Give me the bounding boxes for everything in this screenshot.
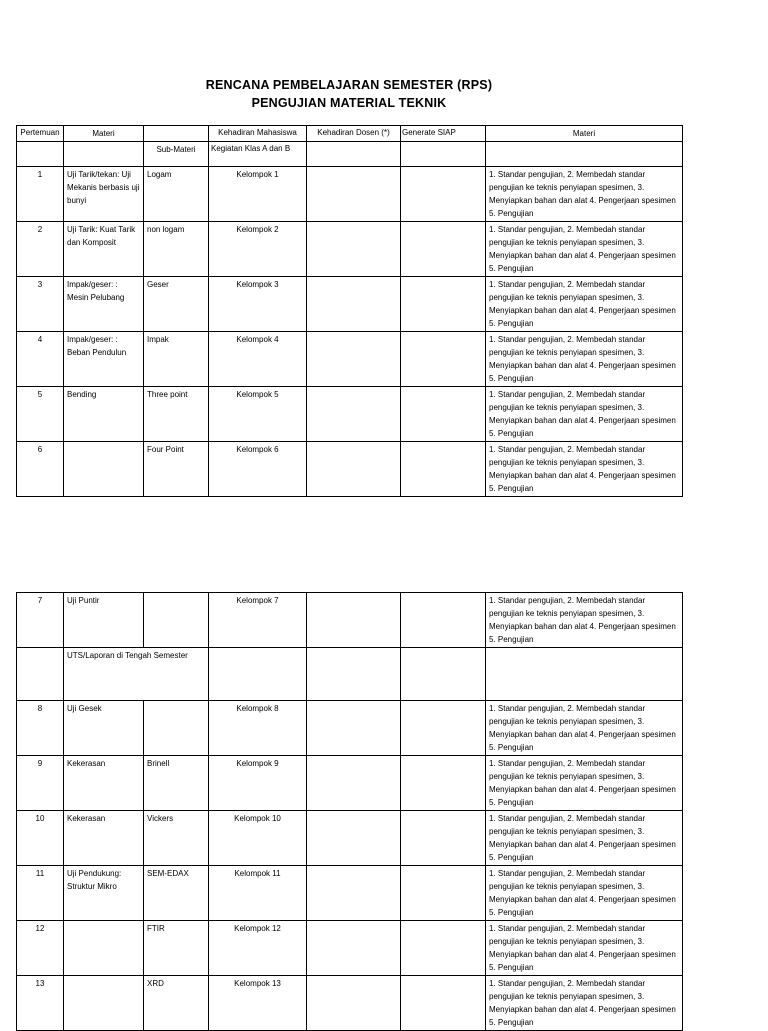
kehadiran-dosen-cell — [307, 593, 401, 648]
kegiatan-cell — [209, 648, 307, 701]
table-row — [17, 866, 683, 921]
pertemuan-cell: 12 — [17, 921, 64, 976]
sub-materi-cell: Four Point — [144, 442, 209, 497]
subheader-blank — [401, 142, 486, 167]
kegiatan-cell: Kelompok 4 — [209, 332, 307, 387]
materi-detail-cell: 1. Standar pengujian, 2. Membedah standar pengujian ke teknis penyiapan spesimen, 3. Menyiapkan bahan dan alat 4. Pengerjaan spesimen 5. Pengujian — [486, 756, 683, 811]
table-row — [17, 593, 683, 648]
kehadiran-dosen-cell — [307, 811, 401, 866]
top-table-body — [17, 167, 683, 497]
materi-cell: Uji Tarik: Kuat Tarik dan Komposit — [64, 222, 144, 277]
kehadiran-dosen-cell — [307, 332, 401, 387]
materi-detail-cell: 1. Standar pengujian, 2. Membedah standar pengujian ke teknis penyiapan spesimen, 3. Menyiapkan bahan dan alat 4. Pengerjaan spesimen 5. Pengujian — [486, 332, 683, 387]
materi-cell — [64, 442, 144, 497]
generate-siap-cell — [401, 921, 486, 976]
document-subtitle: PENGUJIAN MATERIAL TEKNIK — [251, 96, 447, 110]
pertemuan-cell: 6 — [17, 442, 64, 497]
kehadiran-dosen-cell — [307, 866, 401, 921]
kegiatan-cell: Kelompok 10 — [209, 811, 307, 866]
pertemuan-cell: 9 — [17, 756, 64, 811]
rps-table-bottom — [16, 592, 683, 1031]
generate-siap-cell — [401, 593, 486, 648]
generate-siap-cell — [401, 277, 486, 332]
materi-detail-cell: 1. Standar pengujian, 2. Membedah standar pengujian ke teknis penyiapan spesimen, 3. Menyiapkan bahan dan alat 4. Pengerjaan spesimen 5. Pengujian — [486, 167, 683, 222]
pertemuan-cell: 5 — [17, 387, 64, 442]
table-row — [17, 222, 683, 277]
pertemuan-cell: 4 — [17, 332, 64, 387]
pertemuan-cell: 8 — [17, 701, 64, 756]
table-row — [17, 167, 683, 222]
pertemuan-cell: 2 — [17, 222, 64, 277]
pertemuan-cell: 13 — [17, 976, 64, 1031]
materi-cell: Uji Pendukung: Struktur Mikro — [64, 866, 144, 921]
table-row — [17, 387, 683, 442]
kehadiran-dosen-cell — [307, 648, 401, 701]
generate-siap-cell — [401, 442, 486, 497]
subheader-blank — [486, 142, 683, 167]
pertemuan-cell: 1 — [17, 167, 64, 222]
header-kehadiran-dosen: Kehadiran Dosen (*) — [307, 126, 401, 142]
materi-detail-cell: 1. Standar pengujian, 2. Membedah standar pengujian ke teknis penyiapan spesimen, 3. Menyiapkan bahan dan alat 4. Pengerjaan spesimen 5. Pengujian — [486, 442, 683, 497]
materi-cell — [64, 976, 144, 1031]
uts-label: UTS/Laporan di Tengah Semester — [64, 648, 209, 701]
kegiatan-cell: Kelompok 3 — [209, 277, 307, 332]
header-materi: Materi — [64, 126, 144, 142]
generate-siap-cell — [401, 866, 486, 921]
header-generate-siap: Generate SIAP — [401, 126, 486, 142]
sub-materi-cell: Vickers — [144, 811, 209, 866]
sub-materi-cell: Geser — [144, 277, 209, 332]
kehadiran-dosen-cell — [307, 277, 401, 332]
table-row — [17, 756, 683, 811]
kehadiran-dosen-cell — [307, 167, 401, 222]
table-row — [17, 701, 683, 756]
generate-siap-cell — [401, 387, 486, 442]
sub-materi-cell: Brinell — [144, 756, 209, 811]
generate-siap-cell — [401, 756, 486, 811]
materi-cell: Kekerasan — [64, 756, 144, 811]
kegiatan-cell: Kelompok 11 — [209, 866, 307, 921]
sub-materi-cell: Three point — [144, 387, 209, 442]
kehadiran-dosen-cell — [307, 442, 401, 497]
header-pertemuan: Pertemuan — [17, 126, 64, 142]
kehadiran-dosen-cell — [307, 976, 401, 1031]
sub-materi-cell — [144, 701, 209, 756]
kegiatan-cell: Kelompok 7 — [209, 593, 307, 648]
materi-detail-cell: 1. Standar pengujian, 2. Membedah standar pengujian ke teknis penyiapan spesimen, 3. Menyiapkan bahan dan alat 4. Pengerjaan spesimen 5. Pengujian — [486, 976, 683, 1031]
kehadiran-dosen-cell — [307, 701, 401, 756]
header-kehadiran-mahasiswa: Kehadiran Mahasiswa — [209, 126, 307, 142]
pertemuan-cell: 11 — [17, 866, 64, 921]
header-materi-detail: Materi — [486, 126, 683, 142]
materi-cell: Uji Tarik/tekan: Uji Mekanis berbasis uji bunyi — [64, 167, 144, 222]
table-row — [17, 976, 683, 1031]
generate-siap-cell — [401, 648, 486, 701]
kegiatan-cell: Kelompok 12 — [209, 921, 307, 976]
table-row — [17, 332, 683, 387]
sub-materi-cell: FTIR — [144, 921, 209, 976]
generate-siap-cell — [401, 222, 486, 277]
sub-materi-cell: Impak — [144, 332, 209, 387]
materi-detail-cell: 1. Standar pengujian, 2. Membedah standar pengujian ke teknis penyiapan spesimen, 3. Menyiapkan bahan dan alat 4. Pengerjaan spesimen 5. Pengujian — [486, 921, 683, 976]
sub-materi-cell: SEM-EDAX — [144, 866, 209, 921]
sub-materi-cell: Logam — [144, 167, 209, 222]
pertemuan-cell — [17, 648, 64, 701]
generate-siap-cell — [401, 701, 486, 756]
table-row — [17, 277, 683, 332]
kegiatan-cell: Kelompok 9 — [209, 756, 307, 811]
materi-cell: Uji Gesek — [64, 701, 144, 756]
materi-detail-cell: 1. Standar pengujian, 2. Membedah standar pengujian ke teknis penyiapan spesimen, 3. Menyiapkan bahan dan alat 4. Pengerjaan spesimen 5. Pengujian — [486, 701, 683, 756]
pertemuan-cell: 7 — [17, 593, 64, 648]
sub-materi-cell: non logam — [144, 222, 209, 277]
header-row — [17, 126, 683, 142]
sub-materi-cell — [144, 593, 209, 648]
table-row — [17, 442, 683, 497]
subheader-blank — [17, 142, 64, 167]
pertemuan-cell: 3 — [17, 277, 64, 332]
kegiatan-cell: Kelompok 1 — [209, 167, 307, 222]
kehadiran-dosen-cell — [307, 756, 401, 811]
kehadiran-dosen-cell — [307, 222, 401, 277]
bottom-table-body — [17, 593, 683, 1031]
kegiatan-cell: Kelompok 2 — [209, 222, 307, 277]
materi-detail-cell: 1. Standar pengujian, 2. Membedah standar pengujian ke teknis penyiapan spesimen, 3. Menyiapkan bahan dan alat 4. Pengerjaan spesimen 5. Pengujian — [486, 593, 683, 648]
generate-siap-cell — [401, 332, 486, 387]
document-title: RENCANA PEMBELAJARAN SEMESTER (RPS) — [205, 78, 493, 92]
subheader-blank — [307, 142, 401, 167]
materi-detail-cell — [486, 648, 683, 701]
table-row — [17, 921, 683, 976]
header-kegiatan: Kegiatan Klas A dan B — [209, 142, 307, 167]
subheader-blank — [64, 142, 144, 167]
materi-detail-cell: 1. Standar pengujian, 2. Membedah standar pengujian ke teknis penyiapan spesimen, 3. Menyiapkan bahan dan alat 4. Pengerjaan spesimen 5. Pengujian — [486, 387, 683, 442]
subheader-row — [17, 142, 683, 167]
table-row — [17, 811, 683, 866]
kegiatan-cell: Kelompok 5 — [209, 387, 307, 442]
pertemuan-cell: 10 — [17, 811, 64, 866]
materi-detail-cell: 1. Standar pengujian, 2. Membedah standar pengujian ke teknis penyiapan spesimen, 3. Menyiapkan bahan dan alat 4. Pengerjaan spesimen 5. Pengujian — [486, 811, 683, 866]
header-blank — [144, 126, 209, 142]
materi-detail-cell: 1. Standar pengujian, 2. Membedah standar pengujian ke teknis penyiapan spesimen, 3. Menyiapkan bahan dan alat 4. Pengerjaan spesimen 5. Pengujian — [486, 866, 683, 921]
kehadiran-dosen-cell — [307, 921, 401, 976]
sub-materi-cell: XRD — [144, 976, 209, 1031]
materi-cell: Kekerasan — [64, 811, 144, 866]
materi-cell: Uji Puntir — [64, 593, 144, 648]
materi-cell — [64, 921, 144, 976]
materi-cell: Bending — [64, 387, 144, 442]
kegiatan-cell: Kelompok 6 — [209, 442, 307, 497]
uts-row — [17, 648, 683, 701]
header-sub-materi: Sub-Materi — [144, 142, 209, 167]
generate-siap-cell — [401, 167, 486, 222]
kegiatan-cell: Kelompok 13 — [209, 976, 307, 1031]
kegiatan-cell: Kelompok 8 — [209, 701, 307, 756]
kehadiran-dosen-cell — [307, 387, 401, 442]
generate-siap-cell — [401, 976, 486, 1031]
materi-detail-cell: 1. Standar pengujian, 2. Membedah standar pengujian ke teknis penyiapan spesimen, 3. Menyiapkan bahan dan alat 4. Pengerjaan spesimen 5. Pengujian — [486, 222, 683, 277]
materi-cell: Impak/geser: : Beban Pendulun — [64, 332, 144, 387]
materi-detail-cell: 1. Standar pengujian, 2. Membedah standar pengujian ke teknis penyiapan spesimen, 3. Menyiapkan bahan dan alat 4. Pengerjaan spesimen 5. Pengujian — [486, 277, 683, 332]
rps-table-top — [16, 125, 683, 497]
materi-cell: Impak/geser: : Mesin Pelubang — [64, 277, 144, 332]
generate-siap-cell — [401, 811, 486, 866]
